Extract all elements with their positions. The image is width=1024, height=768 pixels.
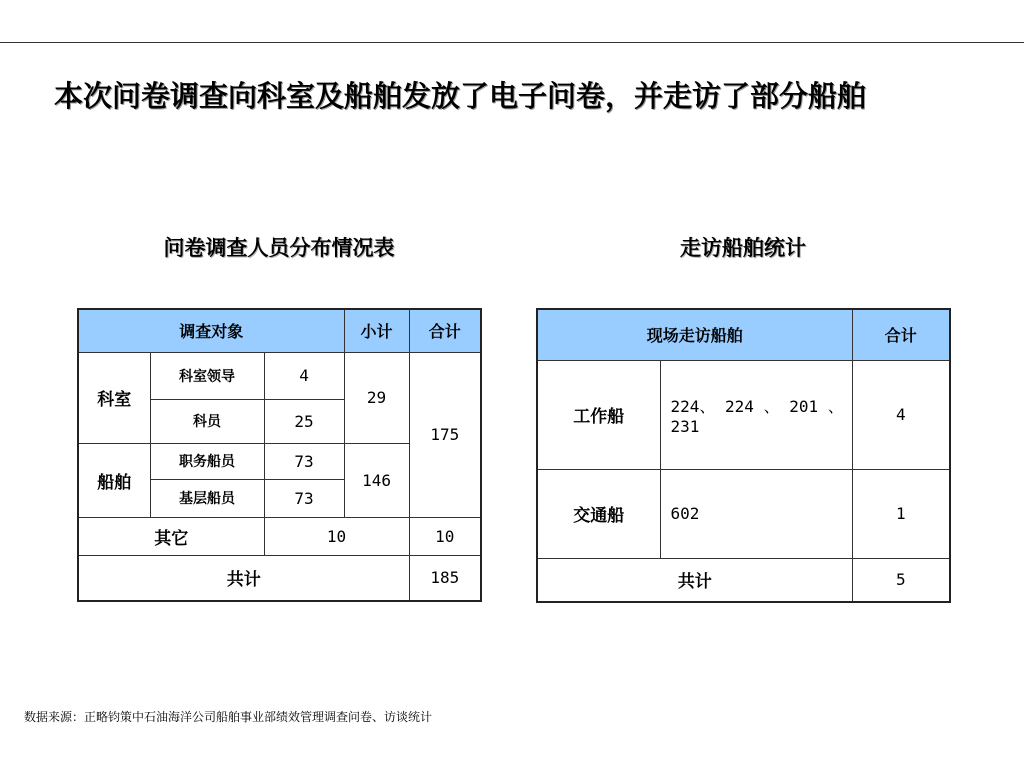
other-label: 其它	[78, 517, 264, 555]
header-subtotal: 小计	[344, 309, 409, 352]
table-row	[537, 469, 950, 558]
ship-visit-table	[536, 308, 951, 603]
table-row	[537, 558, 950, 602]
other-total: 10	[409, 517, 481, 555]
ship-numbers: 602	[660, 469, 852, 558]
row-value: 4	[264, 352, 344, 399]
group-total: 175	[409, 352, 481, 517]
other-value: 10	[264, 517, 409, 555]
group-label: 船舶	[78, 443, 150, 517]
row-value: 73	[264, 443, 344, 479]
survey-distribution-table	[77, 308, 482, 602]
grand-total-label: 共计	[78, 555, 409, 601]
ship-numbers: 224、 224 、 201 、 231	[660, 360, 852, 469]
row-label: 科员	[150, 399, 264, 443]
row-label: 科室领导	[150, 352, 264, 399]
header-subject: 调查对象	[78, 309, 344, 352]
group-subtotal: 29	[344, 352, 409, 443]
grand-total-label: 共计	[537, 558, 852, 602]
survey-table-title: 问卷调查人员分布情况表	[163, 236, 395, 260]
row-value: 73	[264, 479, 344, 517]
header-ships: 现场走访船舶	[537, 309, 852, 360]
top-divider	[0, 42, 1024, 43]
grand-total-value: 5	[852, 558, 950, 602]
grand-total-value: 185	[409, 555, 481, 601]
data-source-note: 数据来源：正略钧策中石油海洋公司船舶事业部绩效管理调查问卷、访谈统计	[24, 710, 433, 724]
ship-count: 1	[852, 469, 950, 558]
header-total: 合计	[409, 309, 481, 352]
table-row	[78, 555, 481, 601]
visit-table-title: 走访船舶统计	[680, 236, 806, 260]
ship-count: 4	[852, 360, 950, 469]
page-title: 本次问卷调查向科室及船舶发放了电子问卷，并走访了部分船舶	[54, 79, 867, 113]
ship-type: 交通船	[537, 469, 660, 558]
row-value: 25	[264, 399, 344, 443]
group-subtotal: 146	[344, 443, 409, 517]
row-label: 基层船员	[150, 479, 264, 517]
group-label: 科室	[78, 352, 150, 443]
header-total: 合计	[852, 309, 950, 360]
table-row	[78, 517, 481, 555]
table-row	[78, 352, 481, 399]
table-row	[537, 360, 950, 469]
ship-type: 工作船	[537, 360, 660, 469]
row-label: 职务船员	[150, 443, 264, 479]
